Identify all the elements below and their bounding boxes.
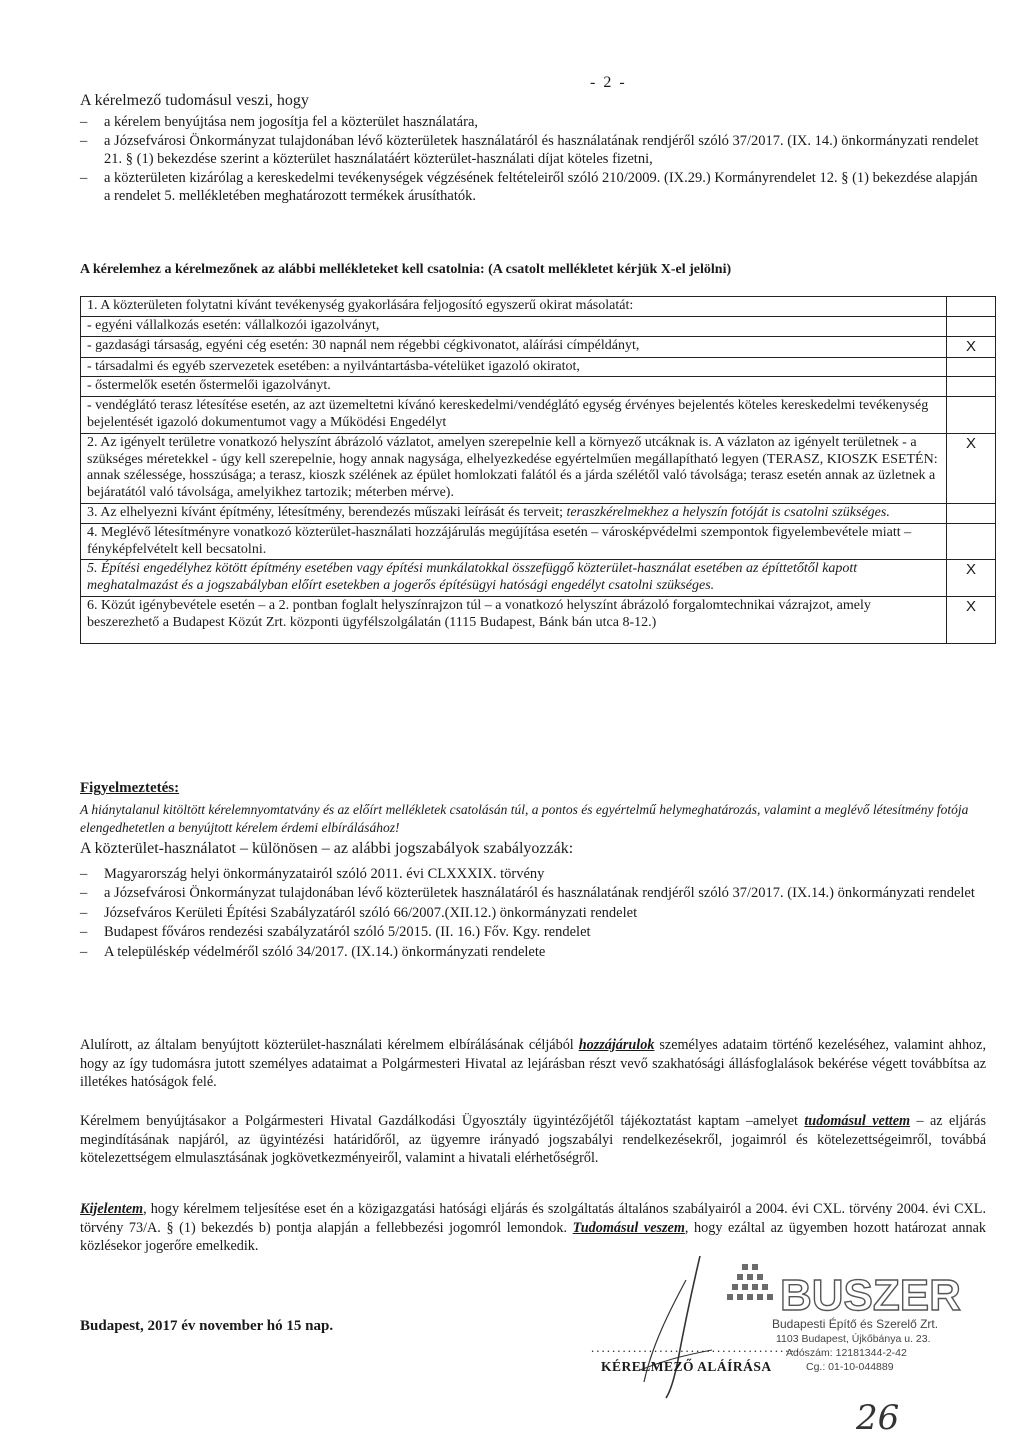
table-row [81, 357, 996, 377]
table-row [81, 503, 996, 523]
stamp-tax-number: Adószám: 12181344-2-42 [786, 1347, 907, 1359]
list-item: – a Józsefvárosi Önkormányzat tulajdonában lévő közterületek használatáról és használatának rendjéről szóló 37/2017. (IX. 14.) önkormányzati rendelet 21. § (1) bekezdése szerint a közterület használatáért közterület-használati díjat köteles fizetni, [80, 133, 980, 168]
warning-title: Figyelmeztetés: [80, 780, 180, 796]
handwritten-page-number: 26 [856, 1398, 900, 1438]
mark-cell[interactable]: X [947, 596, 996, 643]
table-row [81, 560, 996, 597]
attachment-3-text: 3. Az elhelyezni kívánt építmény, létesítmény, berendezés műszaki leírását és terveit; [87, 504, 563, 520]
list-item: – Magyarország helyi önkormányzatairól szóló 2011. évi CLXXXIX. törvény [80, 866, 980, 883]
stamp-logo: BUSZER [780, 1271, 961, 1320]
page-number: - 2 - [590, 74, 627, 91]
text-span: , hogy ezáltal az ügyemben hozott határozat annak közlésekor jogerőre emelkedik. [80, 1219, 987, 1255]
mark-cell[interactable] [947, 316, 996, 336]
list-item: – a közterületen kizárólag a kereskedelmi tevékenységek végzésének feltételeiről szóló 210/2009. (IX.29.) Kormányrendelet 12. § (1) bekezdése alapján a rendelet 5. mellékletében meghatározott termékek árusíthatók. [80, 170, 980, 205]
mark-cell[interactable] [947, 377, 996, 397]
table-row [81, 397, 996, 434]
attachment-1-head: 1. A közterületen folytatni kívánt tevékenység gyakorlására feljogosító egyszerű okirat másolatát: [81, 297, 947, 317]
attachment-4: 4. Meglévő létesítményre vonatkozó közterület-használati hozzájárulás megújítása esetén – városképvédelmi szempontok figyelembevétele miatt – fényképfelvételt kell becsatolni. [81, 523, 947, 560]
mark-cell[interactable]: X [947, 560, 996, 597]
intro-text: A kérelmező tudomásul veszi, hogy [80, 92, 309, 109]
stamp-registration: Cg.: 01-10-044889 [806, 1361, 894, 1373]
emphasis-acknowledge: Tudomásul veszem [572, 1219, 685, 1236]
attachment-6: 6. Közút igénybevétele esetén – a 2. pontban foglalt helyszínrajzon túl – a vonatkozó helyszínt ábrázoló forgalomtechnikai vázrajzot, amely beszerezhető a Budapest Közút Zrt. központi ügyfélszolgálatán (1115 Budapest, Bánk bán utca 8-12.) [81, 596, 947, 643]
text-span: Alulírott, az általam benyújtott közterület-használati kérelmem elbírálásának céljából [80, 1037, 579, 1053]
attachments-table [80, 296, 996, 644]
declaration-paragraph-3 [80, 1200, 986, 1256]
attachment-1e: - vendéglátó terasz létesítése esetén, az azt üzemeltetni kívánó kereskedelmi/vendéglátó egység érvényes bejelentés köteles kereskedelmi tevékenység bejelentését igazoló dokumentumot vagy a Működési Engedélyt [81, 397, 947, 434]
laws-title: A közterület-használatot – különösen – az alábbi jogszabályok szabályozzák: [80, 840, 574, 857]
attachment-3 [81, 503, 947, 523]
laws-list [80, 866, 980, 963]
attachment-1c: - társadalmi és egyéb szervezetek esetében: a nyilvántartásba-vételüket igazoló okiratot, [81, 357, 947, 377]
mark-cell[interactable] [947, 357, 996, 377]
attachment-1d: - őstermelők esetén őstermelői igazolványt. [81, 377, 947, 397]
text-span: – az eljárás megindításának napjáról, az ügyintézési határidőről, az ügyemre irányadó jogszabályi rendelkezésekről, jogaimról és kötelezettségeimről, továbbá kötelezettségem elmulasztásának jogkövetkezményeiről, valamint a hivatali elérhetőségről. [80, 1113, 986, 1167]
mark-cell[interactable] [947, 503, 996, 523]
warning-text: A hiánytalanul kitöltött kérelemnyomtatvány és az előírt mellékletek csatolásán túl, a pontos és egyértelmű helymeghatározás, valamint a meglévő létesítmény fotója elengedhetetlen a benyújtott kérelem érdemi elbírálásához! [80, 802, 969, 835]
attachment-1a: - egyéni vállalkozás esetén: vállalkozói igazolványt, [81, 316, 947, 336]
signature-label: KÉRELMEZŐ ALÁÍRÁSA [601, 1359, 772, 1374]
attachment-2: 2. Az igényelt területre vonatkozó helyszínt ábrázoló vázlatot, amelyen szerepelnie kell a környező utcáknak is. A vázlaton az igényelt területnek - a szükséges méretekkel - úgy kell szerepelnie, hogy annak nagysága, elhelyezkedése egyértelműen megállapítható legyen (TERASZ, KIOSZK ESETÉN: annak szélessége, hosszúsága; a terasz, kioszk szélének az épület homlokzati falától és a járda szélétől való távolsága; terasz esetén annak az üzletnek a bejáratától való távolsága, amelyikhez tartozik; méterben mérve). [81, 433, 947, 503]
date-line: Budapest, 2017 év november hó 15 nap. [80, 1318, 334, 1334]
mark-cell[interactable] [947, 297, 996, 317]
mark-cell[interactable] [947, 397, 996, 434]
text-span: Kérelmem benyújtásakor a Polgármesteri Hivatal Gazdálkodási Ügyosztály ügyintézőjétől tájékoztatást kaptam –amelyet [80, 1113, 805, 1129]
table-row [81, 336, 996, 357]
table-row [81, 523, 996, 560]
attachment-5-text: 5. Építési engedélyhez kötött építmény esetében vagy építési munkálatokkal összefüggő közterület-használat esetében az építtetőtől kapott meghatalmazást és a jogszabályban előírt esetekben a jogerős építésügyi hatósági engedélyt csatolni szükséges. [87, 561, 858, 594]
attachment-5 [81, 560, 947, 597]
list-item: – Budapest főváros rendezési szabályzatáról szóló 5/2015. (II. 16.) Főv. Kgy. rendelet [80, 924, 980, 941]
attachment-3-note: teraszkérelmekhez a helyszín fotóját is csatolni szükséges. [566, 504, 890, 520]
declaration-paragraph-2 [80, 1112, 986, 1168]
table-row [81, 316, 996, 336]
list-item: – A településkép védelméről szóló 34/2017. (IX.14.) önkormányzati rendelete [80, 944, 980, 961]
table-row [81, 433, 996, 503]
emphasis-consent: hozzájárulok [578, 1037, 655, 1053]
emphasis-acknowledged: tudomásul vettem [804, 1113, 911, 1129]
mark-cell[interactable]: X [947, 433, 996, 503]
table-row [81, 596, 996, 643]
stamp-address: 1103 Budapest, Újkőbánya u. 23. [776, 1333, 931, 1345]
mark-cell[interactable] [947, 523, 996, 560]
requirements-list [80, 114, 980, 207]
mark-cell[interactable]: X [947, 336, 996, 357]
attachments-title: A kérelemhez a kérelmezőnek az alábbi mellékleteket kell csatolnia: (A csatolt mellékletet kérjük X-el jelölni) [80, 262, 732, 277]
list-item: – a kérelem benyújtása nem jogosítja fel a közterület használatára, [80, 114, 980, 131]
attachment-1b: - gazdasági társaság, egyéni cég esetén: 30 napnál nem régebbi cégkivonatot, aláírási címpéldányt, [81, 336, 947, 357]
declaration-paragraph-1 [80, 1036, 986, 1092]
stamp-company-name: Budapesti Építő és Szerelő Zrt. [772, 1317, 939, 1331]
list-item: – Józsefváros Kerületi Építési Szabályzatáról szóló 66/2007.(XII.12.) önkormányzati rendelet [80, 905, 980, 922]
signature-line: ........................................ [591, 1340, 801, 1355]
text-span: , hogy kérelmem teljesítése eset én a közigazgatási hatósági eljárás és szolgáltatás általános szabályairól a 2004. évi CXL. törvény 2004. évi CXL. törvény 73/A. § (1) bekezdés b) pontja alapján a fellebbezési jogomról lemondok. [80, 1201, 986, 1236]
text-span: személyes adataim történő kezeléséhez, valamint ahhoz, hogy az így tudomásra jutott személyes adataimat a Polgármesteri Hivatal az lejárásban részt vevő szakhatósági állásfoglalások bekérése végett továbbítsa az illetékes hatóságok felé. [80, 1037, 986, 1091]
table-row [81, 297, 996, 317]
emphasis-declare: Kijelentem [80, 1201, 144, 1217]
table-row [81, 377, 996, 397]
list-item: – a Józsefvárosi Önkormányzat tulajdonában lévő közterületek használatáról és használatának rendjéről szóló 37/2017. (IX.14.) önkormányzati rendelet [80, 885, 980, 902]
